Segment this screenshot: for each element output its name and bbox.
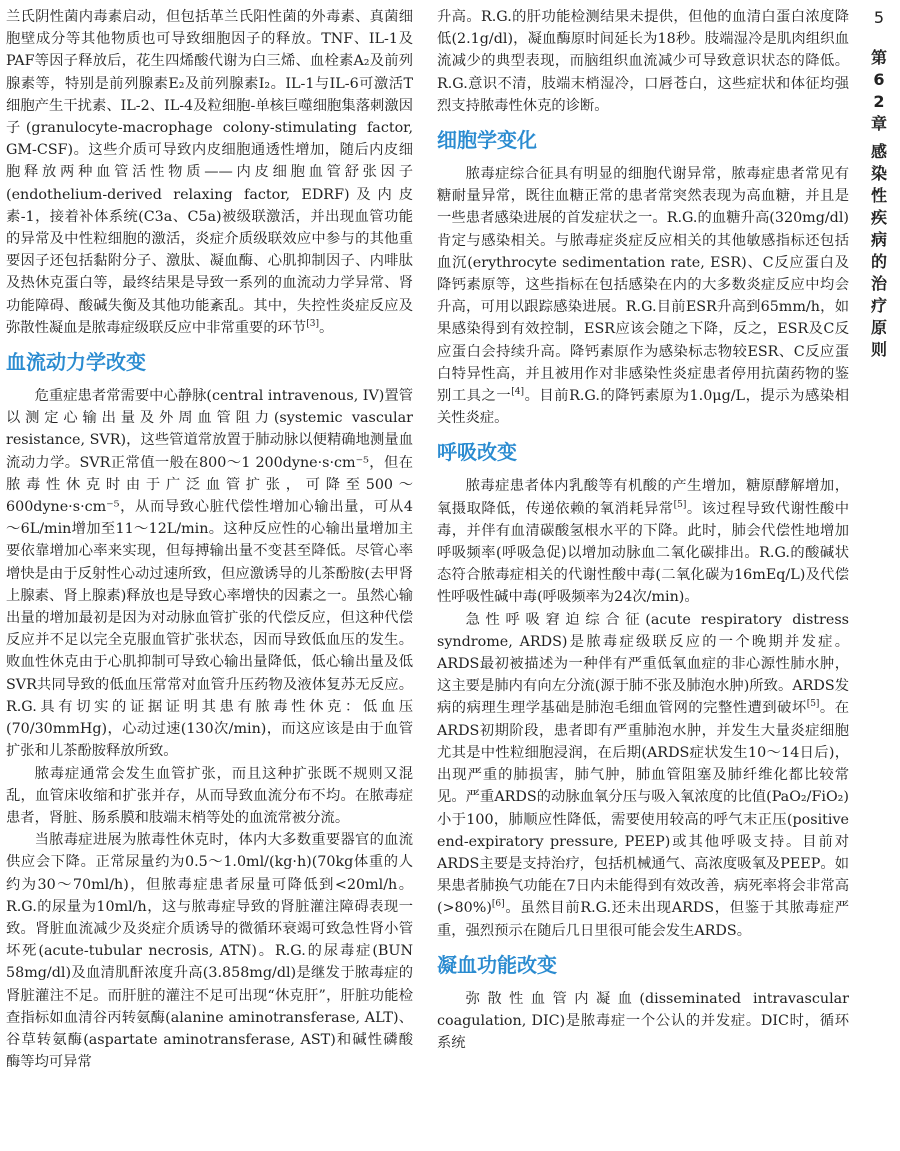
- section-heading-cellular: 细胞学变化: [437, 128, 537, 153]
- paragraph: 脓毒症患者体内乳酸等有机酸的产生增加，糖原酵解增加，氧摄取降低，传递依赖的氧消耗异常[5]。该过程导致代谢性酸中毒，并伴有血清碳酸氢根水平的下降。此时，肺会代偿性地增加呼吸频率(呼吸急促)以增加动脉血二氧化碳排出。R.G.的酸碱状态符合脓毒症相关的代谢性酸中毒(二氧化碳为16mEq/L)及代偿性呼吸性碱中毒(呼吸频率为24次/min)。: [437, 478, 850, 606]
- right-column: [437, 6, 849, 1054]
- chapter-sidebar: [864, 0, 894, 1151]
- section-heading-coagulation: 凝血功能改变: [437, 952, 557, 977]
- section-heading-respiratory: 呼吸改变: [437, 440, 517, 465]
- paragraph: 弥散性血管内凝血(disseminated intravascular coagulation, DIC)是脓毒症一个公认的并发症。DIC时，循环系统: [437, 990, 849, 1052]
- section-heading-hemodynamics: 血流动力学改变: [6, 350, 146, 375]
- paragraph: 脓毒症通常会发生血管扩张，而且这种扩张既不规则又混乱，血管床收缩和扩张并存，从而导致血流分布不均。在脓毒症患者，肾脏、肠系膜和肢端末梢等处的血流常被分流。: [6, 765, 413, 826]
- page-number: 5: [873, 8, 885, 27]
- chapter-label: 第62章 感染性疾病的治疗原则: [870, 48, 887, 359]
- left-column: [6, 6, 413, 1073]
- paragraph: 当脓毒症进展为脓毒性休克时，体内大多数重要器官的血流供应会下降。正常尿量约为0.5～1.0ml/(kg·h)(70kg体重的人约为30～70ml/h)，但脓毒症患者尿量可降低到<20ml/h。R.G.的尿量为10ml/h，这与脓毒症导致的肾脏灌注障碍表现一致。肾脏血流减少及炎症介质诱导的微循环衰竭可致急性肾小管坏死(acute-tubular necrosis, ATN)。R.G.的尿毒症(BUN 58mg/dl)及血清肌酐浓度升高(3.858mg/dl)是继发于脓毒症的肾脏灌注不足。而肝脏的灌注不足可出现“休克肝”，肝脏功能检查指标如血清谷丙转氨酶(alanine aminotransferase, ALT)、谷草转氨酶(aspartate aminotransferase, AST)和碱性磷酸酶等均可异常: [6, 832, 413, 1071]
- paragraph: 急性呼吸窘迫综合征(acute respiratory distress syndrome, ARDS)是脓毒症级联反应的一个晚期并发症。ARDS最初被描述为一种伴有严重低氧血症的非心源性肺水肿，这主要是肺内有向左分流(源于肺不张及肺泡水肿)所致。ARDS发病的病理生理学基础是肺泡毛细血管网的完整性遭到破坏[5]。在ARDS初期阶段，患者即有严重肺泡水肿，并发生大量炎症细胞尤其是中性粒细胞浸润，在后期(ARDS症状发生10～14日后)，出现严重的肺损害，肺气肿，肺血管阻塞及肺纤维化都比较常见。严重ARDS的动脉血氧分压与吸入氧浓度的比值(PaO₂/FiO₂)小于100，肺顺应性降低，需要使用较高的呼气末正压(positive end-expiratory pressure, PEEP)或其他呼吸支持。目前对ARDS主要是支持治疗，包括机械通气、高浓度吸氧及PEEP。如果患者肺换气功能在7日内未能得到有效改善，病死率将会非常高(>80%)[6]。虽然目前R.G.还未出现ARDS，但鉴于其脓毒症严重，强烈预示在随后几日里很可能会发生ARDS。: [437, 611, 850, 939]
- paragraph: 升高。R.G.的肝功能检测结果未提供，但他的血清白蛋白浓度降低(2.1g/dl)，凝血酶原时间延长为18秒。肢端湿冷是肌肉组织血流减少的典型表现，而脑组织血流减少可导致意识状态的降低。R.G.意识不清，肢端末梢湿冷，口唇苍白，这些症状和体征均强烈支持脓毒性休克的诊断。: [437, 9, 849, 114]
- paragraph: 危重症患者常需要中心静脉(central intravenous, IV)置管以测定心输出量及外周血管阻力(systemic vascular resistance, SVR)，这些管道常放置于肺动脉以便精确地测量血流动力学。SVR正常值一般在800～1 200dyne·s·cm⁻⁵，但在脓毒性休克时由于广泛血管扩张，可降至500～600dyne·s·cm⁻⁵，从而导致心脏代偿性增加心输出量，可从4～6L/min增加至11～12L/min。这种反应性的心输出量增加主要依靠增加心率来实现，但每搏输出量不变甚至降低。尽管心率增快是由于反射性心动过速所致，但应激诱导的儿茶酚胺(去甲肾上腺素、肾上腺素)释放也是导致心率增快的因素之一。虽然心输出量的增加最初是因为对动脉血管扩张的代偿反应，但这种代偿反应并不足以完全克服血管扩张状态，因而导致低血压的发生。败血性休克由于心肌抑制可导致心输出量降低，低心输出量及低SVR共同导致的低血压常常对血管升压药物及液体复苏无反应。R.G.具有切实的证据证明其患有脓毒性休克：低血压(70/30mmHg)，心动过速(130次/min)，而这应该是由于血管扩张和儿茶酚胺释放所致。: [6, 388, 413, 760]
- paragraph: 脓毒症综合征具有明显的细胞代谢异常，脓毒症患者常见有糖耐量异常，既往血糖正常的患者常突然表现为高血糖，并且是一些患者感染进展的首发症状之一。R.G.的血糖升高(320mg/dl)肯定与感染相关。与脓毒症炎症反应相关的其他敏感指标还包括血沉(erythrocyte sedimentation rate, ESR)、C反应蛋白及降钙素原等，这些指标在包括感染在内的大多数炎症反应中均会升高，可用以跟踪感染进展。R.G.目前ESR升高到65mm/h，如果感染得到有效控制，ESR应该会随之下降，反之，ESR及C反应蛋白会持续升高。降钙素原作为感染标志物较ESR、C反应蛋白特异性高，并且被用作对非感染性炎症患者停用抗菌药物的鉴别工具之一[4]。目前R.G.的降钙素原为1.0μg/L，提示为感染相关性炎症。: [437, 166, 849, 427]
- paragraph: 兰氏阴性菌内毒素启动，但包括革兰氏阳性菌的外毒素、真菌细胞壁成分等其他物质也可导致细胞因子的释放。TNF、IL-1及PAF等因子释放后，花生四烯酸代谢为白三烯、血栓素A₂及前列腺素等，特别是前列腺素E₂及前列腺素I₂。IL-1与IL-6可激活T细胞产生干扰素、IL-2、IL-4及粒细胞-单核巨噬细胞集落刺激因子(granulocyte-macrophage colony-stimulating factor, GM-CSF)。这些介质可导致内皮细胞通透性增加，随后内皮细胞释放两种血管活性物质——内皮细胞血管舒张因子(endothelium-derived relaxing factor, EDRF)及内皮素-1，接着补体系统(C3a、C5a)被级联激活，并出现血管功能的异常及中性粒细胞的激活，炎症介质级联效应中参与的其他重要因子还包括黏附分子、激肽、凝血酶、心肌抑制因子、内啡肽及热休克蛋白等，最终结果是导致一系列的血流动力学异常、肾功能障碍、酸碱失衡及其他功能紊乱。其中，失控性炎症反应及弥散性凝血是脓毒症级联反应中非常重要的环节[3]。: [6, 9, 413, 336]
